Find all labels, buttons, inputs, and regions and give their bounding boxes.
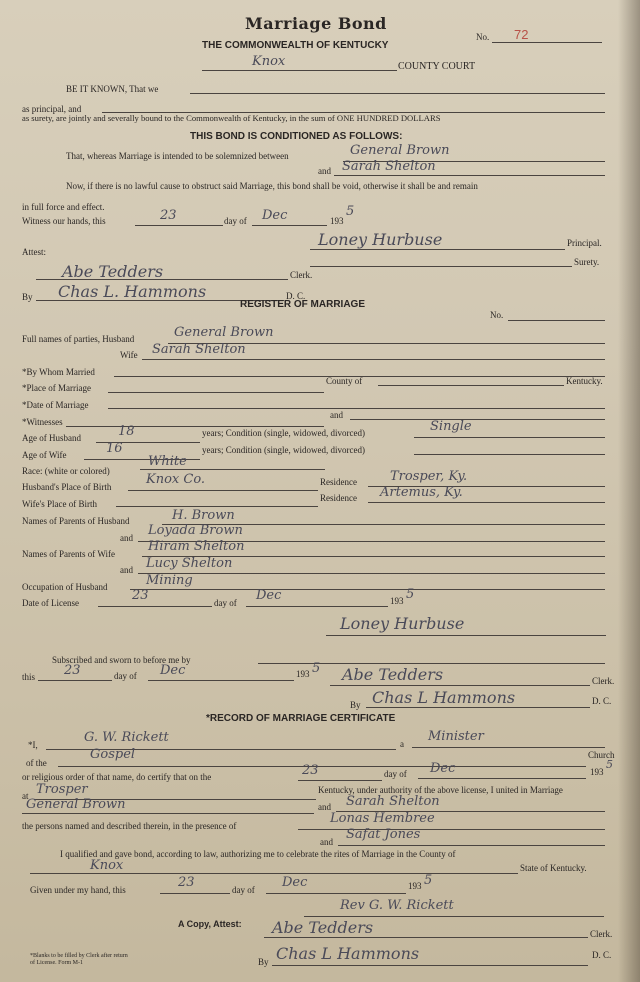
surety-signature-line (310, 266, 572, 267)
witness-month: Dec (262, 208, 288, 223)
certificate-of-the: of the (26, 758, 47, 768)
kentucky-authority-text: Kentucky, under authority of the above license, I united in Marriage (318, 785, 563, 795)
cert-party1: General Brown (26, 797, 126, 812)
sworn-deputy-signature: Chas L Hammons (372, 688, 516, 707)
cert-county: Knox (90, 858, 124, 873)
husband-condition: Single (430, 419, 472, 434)
wife-residence-label: Residence (320, 493, 357, 503)
principal-signature: Loney Hurbuse (318, 230, 443, 249)
sworn-by-label: By (350, 700, 361, 710)
bond-number-line (492, 42, 602, 43)
license-date-label: Date of License (22, 598, 79, 608)
witness-month-line (252, 225, 327, 226)
minister-title-line (412, 747, 605, 748)
as-surety-text: as surety, are jointly and severally bound to the Commonwealth of Kentucky, in the sum of ONE HUNDRED DOLLARS (22, 113, 441, 123)
principal-label: Principal. (567, 238, 602, 248)
given-day: 23 (178, 875, 195, 890)
husband-birth-label: Husband's Place of Birth (22, 482, 112, 492)
kentucky-label: Kentucky. (566, 376, 603, 386)
witness-hands-text: Witness our hands, this (22, 216, 106, 226)
wife-condition-line (414, 454, 605, 455)
certificate-i-label: *I, (28, 740, 38, 750)
cert-day-line (298, 780, 382, 781)
wife-age: 16 (106, 441, 123, 456)
sworn-year-digit: 5 (312, 661, 321, 676)
wife-parent2: Lucy Shelton (146, 556, 233, 571)
license-signature-line (326, 635, 606, 636)
copy-clerk-signature: Abe Tedders (272, 918, 374, 937)
wife-residence-line (368, 502, 605, 503)
sworn-year-prefix: 193 (296, 669, 310, 679)
date-line (108, 408, 605, 409)
wife-name-line (142, 359, 605, 360)
church-value: Gospel (90, 747, 136, 762)
copy-clerk-line (264, 937, 588, 938)
bond-number-label: No. (476, 32, 490, 42)
given-under-hand-text: Given under my hand, this (30, 885, 126, 895)
given-month: Dec (282, 875, 308, 890)
as-principal-text: as principal, and (22, 104, 82, 114)
sworn-clerk-label: Clerk. (592, 676, 615, 686)
wife-parents-and: and (120, 565, 133, 575)
sworn-day: 23 (64, 663, 81, 678)
copy-attest-label: A Copy, Attest: (178, 919, 242, 929)
attest-label: Attest: (22, 247, 46, 257)
now-if-text: Now, if there is no lawful cause to obstruct said Marriage, this bond shall be void, otherwise it shall be and remain (66, 181, 478, 191)
church-line (58, 766, 586, 767)
minister-signature: Rev G. W. Rickett (340, 898, 454, 913)
subscribed-sworn-text: Subscribed and sworn to before me by (52, 655, 191, 665)
principal-names-line (190, 93, 605, 94)
in-full-force-text: in full force and effect. (22, 202, 105, 212)
sworn-this-label: this (22, 672, 36, 682)
given-month-line (266, 893, 406, 894)
license-day-of: day of (214, 598, 237, 608)
husband-residence: Trosper, Ky. (390, 469, 468, 484)
footnote: *Blanks to be filled by Clerk after return of License. Form M-1 (30, 953, 128, 966)
cert-county-line (30, 873, 518, 874)
husband-parent2: Loyada Brown (148, 523, 243, 538)
persons-named-text: the persons named and described therein, in the presence of (22, 821, 237, 831)
occupation-line (130, 589, 605, 590)
register-no-line (508, 320, 605, 321)
sworn-month-line (148, 680, 294, 681)
bond-dc-label: D. C. (286, 291, 306, 301)
license-month: Dec (256, 588, 282, 603)
wife-parent1: Hiram Shelton (148, 539, 245, 554)
sworn-day-line (38, 680, 112, 681)
sworn-dc-label: D. C. (592, 696, 612, 706)
church-label: Church (588, 750, 615, 760)
license-year-digit: 5 (406, 587, 415, 602)
be-it-known-text: BE IT KNOWN, That we (66, 84, 159, 94)
bond-clerk-label: Clerk. (290, 270, 313, 280)
witness-year-digit: 5 (346, 204, 355, 219)
whereas-text: That, whereas Marriage is intended to be solemnized between (66, 151, 289, 161)
given-day-line (160, 893, 230, 894)
register-wife: Sarah Shelton (152, 342, 246, 357)
bond-and-label: and (318, 166, 331, 176)
copy-clerk-label: Clerk. (590, 929, 613, 939)
given-day-of: day of (232, 885, 255, 895)
cert-day-of: day of (384, 769, 407, 779)
county-line (202, 70, 397, 71)
license-month-line (246, 606, 388, 607)
husband-residence-label: Residence (320, 477, 357, 487)
place-line (108, 392, 324, 393)
cert-party1-line (22, 813, 314, 814)
wife-parent2-line (138, 573, 605, 574)
cert-and-label: and (318, 802, 331, 812)
cert-witness1-line (298, 829, 605, 830)
given-year-digit: 5 (424, 873, 433, 888)
bond-number: 72 (514, 27, 529, 42)
party2-line (334, 175, 605, 176)
cert-day: 23 (302, 763, 319, 778)
minister-name: G. W. Rickett (84, 730, 169, 745)
witness1-line (66, 426, 324, 427)
age-husband-label: Age of Husband (22, 433, 81, 443)
register-no-label: No. (490, 310, 504, 320)
husband-condition-line (414, 437, 605, 438)
sworn-deputy-line (366, 707, 590, 708)
race-value: White (148, 454, 187, 469)
witness-day-of: day of (224, 216, 247, 226)
occupation-label: Occupation of Husband (22, 582, 108, 592)
husband-parents-and: and (120, 533, 133, 543)
cert-at-label: at (22, 791, 29, 801)
cert-state-label: State of Kentucky. (520, 863, 587, 873)
witness-day-line (135, 225, 223, 226)
race-line (140, 469, 325, 470)
cert-witness1: Lonas Hembree (330, 811, 435, 826)
cert-witness2: Safat Jones (346, 827, 421, 842)
license-year-prefix: 193 (390, 596, 404, 606)
wife-label: Wife (120, 350, 138, 360)
sworn-name-line (258, 663, 605, 664)
place-label: *Place of Marriage (22, 383, 91, 393)
wife-birth-label: Wife's Place of Birth (22, 499, 97, 509)
principal-signature-line (310, 249, 565, 250)
husband-parent1: H. Brown (172, 508, 235, 523)
certificate-heading: *RECORD OF MARRIAGE CERTIFICATE (206, 713, 396, 724)
commonwealth-heading: THE COMMONWEALTH OF KENTUCKY (202, 40, 389, 51)
minister-title: Minister (428, 729, 484, 744)
cert-witness-and: and (320, 837, 333, 847)
bond-conditioned-heading: THIS BOND IS CONDITIONED AS FOLLOWS: (190, 131, 403, 142)
document-title: Marriage Bond (245, 14, 387, 33)
by-whom-label: *By Whom Married (22, 367, 95, 377)
husband-age: 18 (118, 424, 135, 439)
occupation-value: Mining (146, 573, 193, 588)
cert-month-line (418, 778, 586, 779)
register-heading: REGISTER OF MARRIAGE (240, 299, 366, 310)
license-signature: Loney Hurbuse (340, 614, 465, 633)
copy-deputy-line (272, 965, 588, 966)
copy-deputy-signature: Chas L Hammons (276, 944, 420, 963)
bond-by-label: By (22, 292, 33, 302)
wife-residence: Artemus, Ky. (380, 485, 463, 500)
sworn-day-of: day of (114, 671, 137, 681)
sworn-clerk-line (330, 685, 590, 686)
husband-birth-line (128, 490, 318, 491)
wife-birth-line (116, 506, 318, 507)
witnesses-and-label: and (330, 410, 343, 420)
witnesses-label: *Witnesses (22, 417, 63, 427)
date-label: *Date of Marriage (22, 400, 89, 410)
full-names-label: Full names of parties, Husband (22, 334, 135, 344)
husband-condition-label: years; Condition (single, widowed, divorced) (202, 428, 365, 438)
wife-condition-label: years; Condition (single, widowed, divorced) (202, 445, 365, 455)
bond-clerk-signature: Abe Tedders (62, 262, 164, 281)
minister-signature-line (304, 916, 604, 917)
sworn-clerk-signature: Abe Tedders (342, 665, 444, 684)
certificate-a-label: a (400, 739, 404, 749)
cert-year-prefix: 193 (590, 767, 604, 777)
witness-year-prefix: 193 (330, 216, 344, 226)
qualified-text: I qualified and gave bond, according to law, authorizing me to celebrate the rites of Marriage in the County of (60, 849, 456, 859)
license-day: 23 (132, 588, 149, 603)
parents-husband-label: Names of Parents of Husband (22, 516, 130, 526)
county-court-label: COUNTY COURT (398, 61, 476, 72)
witness2-line (350, 419, 605, 420)
cert-party2: Sarah Shelton (346, 794, 440, 809)
bond-party1: General Brown (350, 143, 450, 158)
husband-birth-value: Knox Co. (146, 472, 206, 487)
cert-year-digit: 5 (606, 758, 613, 771)
religious-order-text: or religious order of that name, do certify that on the (22, 772, 212, 782)
cert-witness2-line (338, 845, 605, 846)
cert-place: Trosper (36, 782, 88, 797)
given-year-prefix: 193 (408, 881, 422, 891)
witness-day: 23 (160, 208, 177, 223)
bond-deputy-signature: Chas L. Hammons (58, 282, 207, 301)
copy-by-label: By (258, 957, 269, 967)
surety-label: Surety. (574, 257, 600, 267)
parents-wife-label: Names of Parents of Wife (22, 549, 115, 559)
license-day-line (98, 606, 212, 607)
sworn-month: Dec (160, 663, 186, 678)
bond-party2: Sarah Shelton (342, 159, 436, 174)
register-husband: General Brown (174, 325, 274, 340)
age-wife-label: Age of Wife (22, 450, 67, 460)
race-label: Race: (white or colored) (22, 466, 110, 476)
cert-month: Dec (430, 761, 456, 776)
county-name: Knox (252, 54, 286, 69)
copy-dc-label: D. C. (592, 950, 612, 960)
county-of-line (378, 385, 564, 386)
county-of-label: County of (326, 376, 363, 386)
